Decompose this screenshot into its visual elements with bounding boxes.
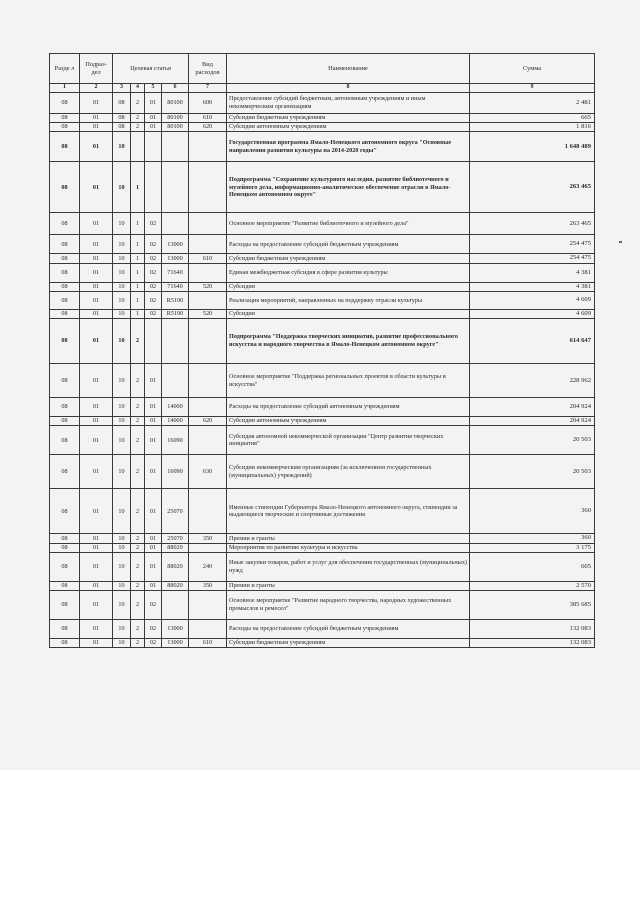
cell-vid-rashodov (189, 398, 227, 417)
table-row (50, 291, 595, 309)
cell-target-code-4: 80100 (162, 93, 189, 114)
table-row (50, 93, 595, 114)
cell-razdel: 08 (50, 543, 80, 552)
cell-target-code-2: 2 (131, 417, 145, 426)
cell-target-code-2: 2 (131, 123, 145, 132)
cell-target-code-4: 88020 (162, 552, 189, 581)
cell-podrazdel: 01 (80, 534, 113, 543)
cell-target-code-2: 2 (131, 426, 145, 455)
table-row (50, 282, 595, 291)
cell-target-code-1: 10 (113, 417, 131, 426)
cell-razdel: 08 (50, 319, 80, 364)
cell-vid-rashodov: 620 (189, 417, 227, 426)
table-row (50, 489, 595, 534)
cell-target-code-4 (162, 364, 189, 398)
cell-target-code-3: 02 (145, 591, 162, 620)
cell-target-code-3: 01 (145, 417, 162, 426)
cell-target-code-1: 10 (113, 319, 131, 364)
cell-podrazdel: 01 (80, 398, 113, 417)
cell-razdel: 08 (50, 162, 80, 213)
cell-podrazdel: 01 (80, 291, 113, 309)
cell-summa: 20 503 (470, 426, 595, 455)
cell-target-code-3: 01 (145, 581, 162, 590)
header-celevaya-statya: Целевая статья (113, 54, 189, 84)
table-row (50, 543, 595, 552)
cell-razdel: 08 (50, 417, 80, 426)
cell-target-code-2: 2 (131, 364, 145, 398)
cell-naimenovanie: Субсидии некоммерческим организациям (за исключением государственных (муниципальных) учреждений) (227, 455, 470, 489)
table-row (50, 591, 595, 620)
cell-razdel: 08 (50, 489, 80, 534)
column-number: 2 (80, 84, 113, 93)
cell-razdel: 08 (50, 282, 80, 291)
page-bottom-margin (0, 770, 640, 905)
cell-target-code-2: 2 (131, 552, 145, 581)
table-row (50, 263, 595, 282)
cell-summa: 385 685 (470, 591, 595, 620)
cell-naimenovanie: Государственная программа Ямало-Ненецкого автономного округа "Основные направления развития культуры на 2014-2020 годы" (227, 132, 470, 162)
cell-summa: 4 381 (470, 263, 595, 282)
cell-target-code-1: 10 (113, 455, 131, 489)
cell-razdel: 08 (50, 364, 80, 398)
cell-target-code-1: 10 (113, 162, 131, 213)
cell-target-code-3: 01 (145, 114, 162, 123)
cell-naimenovanie: Премии и гранты (227, 534, 470, 543)
cell-target-code-3: 02 (145, 263, 162, 282)
cell-naimenovanie: Субсидии (227, 309, 470, 318)
cell-razdel: 08 (50, 620, 80, 639)
table-row (50, 364, 595, 398)
cell-vid-rashodov (189, 543, 227, 552)
cell-razdel: 08 (50, 552, 80, 581)
cell-vid-rashodov: 350 (189, 534, 227, 543)
cell-podrazdel: 01 (80, 282, 113, 291)
cell-vid-rashodov (189, 426, 227, 455)
cell-naimenovanie: Подпрограмма "Поддержка творческих инициатив, развитие профессионального искусства и народного творчества в Ямало-Ненецком автономном округе" (227, 319, 470, 364)
cell-vid-rashodov: 240 (189, 552, 227, 581)
cell-naimenovanie: Иные закупки товаров, работ и услуг для обеспечения государственных (муниципальных) нужд (227, 552, 470, 581)
cell-target-code-4 (162, 213, 189, 235)
cell-target-code-3 (145, 319, 162, 364)
cell-razdel: 08 (50, 639, 80, 648)
cell-razdel: 08 (50, 291, 80, 309)
cell-target-code-1: 10 (113, 254, 131, 263)
cell-naimenovanie: Субсидии (227, 282, 470, 291)
cell-vid-rashodov: 520 (189, 309, 227, 318)
cell-podrazdel: 01 (80, 93, 113, 114)
cell-target-code-4: 13000 (162, 235, 189, 254)
cell-target-code-2: 2 (131, 639, 145, 648)
cell-target-code-3: 01 (145, 489, 162, 534)
cell-naimenovanie: Расходы на предоставление субсидий автономным учреждениям (227, 398, 470, 417)
table-row (50, 398, 595, 417)
cell-target-code-3: 01 (145, 534, 162, 543)
cell-summa: 614 647 (470, 319, 595, 364)
table-row (50, 534, 595, 543)
cell-target-code-4: 25070 (162, 534, 189, 543)
cell-target-code-2: 2 (131, 581, 145, 590)
cell-vid-rashodov: 620 (189, 123, 227, 132)
cell-target-code-3 (145, 162, 162, 213)
cell-naimenovanie: Подпрограмма "Сохранение культурного наследия, развитие библиотечного и музейного дела, информационно-аналитическое обеспечение отрасли в Ямало-Ненецком автономном округе" (227, 162, 470, 213)
cell-naimenovanie: Реализация мероприятий, направленных на поддержку отрасли культуры (227, 291, 470, 309)
cell-target-code-3: 02 (145, 235, 162, 254)
cell-naimenovanie: Именные стипендии Губернатора Ямало-Ненецкого автономного округа, стипендии за выдающиеся творческие и спортивные достижения (227, 489, 470, 534)
cell-podrazdel: 01 (80, 489, 113, 534)
cell-vid-rashodov: 520 (189, 282, 227, 291)
column-number: 3 (113, 84, 131, 93)
table-row (50, 639, 595, 648)
cell-summa: 263 465 (470, 213, 595, 235)
cell-target-code-1: 10 (113, 552, 131, 581)
cell-target-code-1: 10 (113, 263, 131, 282)
cell-podrazdel: 01 (80, 543, 113, 552)
cell-podrazdel: 01 (80, 591, 113, 620)
cell-target-code-1: 08 (113, 93, 131, 114)
table-row (50, 132, 595, 162)
cell-target-code-1: 10 (113, 291, 131, 309)
cell-naimenovanie: Предоставление субсидий бюджетным, автономным учреждениям и иным некоммерческим организациям (227, 93, 470, 114)
table-row (50, 455, 595, 489)
cell-target-code-1: 10 (113, 639, 131, 648)
cell-summa: 20 503 (470, 455, 595, 489)
cell-target-code-4 (162, 591, 189, 620)
cell-target-code-2: 2 (131, 543, 145, 552)
cell-podrazdel: 01 (80, 455, 113, 489)
header-podrazdel: Подраз- дел (80, 54, 113, 84)
cell-razdel: 08 (50, 426, 80, 455)
header-vid-rashodov: Вид расходов (189, 54, 227, 84)
column-number: 4 (131, 84, 145, 93)
table-row (50, 309, 595, 318)
cell-podrazdel: 01 (80, 639, 113, 648)
cell-target-code-4: 13000 (162, 254, 189, 263)
column-number: 7 (189, 84, 227, 93)
cell-summa: 263 465 (470, 162, 595, 213)
cell-podrazdel: 01 (80, 162, 113, 213)
cell-target-code-2: 1 (131, 235, 145, 254)
cell-target-code-3: 02 (145, 254, 162, 263)
column-number: 6 (162, 84, 189, 93)
cell-razdel: 08 (50, 398, 80, 417)
cell-target-code-4: 80100 (162, 114, 189, 123)
cell-razdel: 08 (50, 254, 80, 263)
cell-podrazdel: 01 (80, 620, 113, 639)
cell-target-code-1: 10 (113, 309, 131, 318)
cell-podrazdel: 01 (80, 213, 113, 235)
cell-naimenovanie: Мероприятия по развитию культуры и искусства (227, 543, 470, 552)
cell-summa: 360 (470, 489, 595, 534)
cell-summa: 132 083 (470, 639, 595, 648)
cell-target-code-3 (145, 132, 162, 162)
cell-target-code-1: 10 (113, 620, 131, 639)
cell-summa: 1 648 489 (470, 132, 595, 162)
column-number: 1 (50, 84, 80, 93)
table-row (50, 123, 595, 132)
cell-razdel: 08 (50, 123, 80, 132)
cell-target-code-3: 02 (145, 639, 162, 648)
cell-target-code-4: 80100 (162, 123, 189, 132)
cell-target-code-3: 01 (145, 543, 162, 552)
cell-summa: 3 175 (470, 543, 595, 552)
cell-target-code-4: 13000 (162, 639, 189, 648)
cell-vid-rashodov: 350 (189, 581, 227, 590)
cell-vid-rashodov (189, 213, 227, 235)
cell-target-code-1: 10 (113, 591, 131, 620)
cell-vid-rashodov (189, 489, 227, 534)
cell-vid-rashodov: 630 (189, 455, 227, 489)
cell-naimenovanie: Субсидии бюджетным учреждениям (227, 114, 470, 123)
cell-target-code-4 (162, 132, 189, 162)
cell-razdel: 08 (50, 93, 80, 114)
cell-vid-rashodov: 610 (189, 114, 227, 123)
cell-target-code-3: 01 (145, 552, 162, 581)
cell-naimenovanie: Единая межбюджетная субсидия в сфере развития культуры (227, 263, 470, 282)
cell-naimenovanie: Премии и гранты (227, 581, 470, 590)
cell-target-code-1: 08 (113, 114, 131, 123)
cell-target-code-2: 2 (131, 489, 145, 534)
cell-target-code-1: 10 (113, 489, 131, 534)
cell-target-code-3: 01 (145, 398, 162, 417)
cell-target-code-4: 14000 (162, 417, 189, 426)
cell-summa: 4 609 (470, 291, 595, 309)
column-number: 8 (227, 84, 470, 93)
cell-target-code-2: 2 (131, 319, 145, 364)
cell-target-code-2: 2 (131, 455, 145, 489)
cell-summa: 4 609 (470, 309, 595, 318)
cell-vid-rashodov: 610 (189, 254, 227, 263)
cell-target-code-1: 10 (113, 543, 131, 552)
cell-target-code-4: 16090 (162, 426, 189, 455)
cell-razdel: 08 (50, 455, 80, 489)
cell-target-code-3: 02 (145, 291, 162, 309)
cell-target-code-4: 25070 (162, 489, 189, 534)
column-number: 5 (145, 84, 162, 93)
table-row (50, 417, 595, 426)
cell-summa: 2 570 (470, 581, 595, 590)
cell-summa: 2 481 (470, 93, 595, 114)
cell-podrazdel: 01 (80, 263, 113, 282)
cell-naimenovanie: Основное мероприятие "Развитие библиотечного и музейного дела" (227, 213, 470, 235)
cell-summa: 254 475 (470, 254, 595, 263)
cell-vid-rashodov (189, 620, 227, 639)
cell-target-code-4 (162, 162, 189, 213)
cell-podrazdel: 01 (80, 426, 113, 455)
cell-target-code-2: 1 (131, 162, 145, 213)
cell-target-code-1: 08 (113, 123, 131, 132)
cell-target-code-4: R5190 (162, 309, 189, 318)
cell-target-code-4: 16090 (162, 455, 189, 489)
table-row (50, 213, 595, 235)
cell-target-code-3: 01 (145, 93, 162, 114)
cell-razdel: 08 (50, 581, 80, 590)
cell-naimenovanie: Основное мероприятие "Поддержка региональных проектов в области культуры и искусства" (227, 364, 470, 398)
cell-razdel: 08 (50, 235, 80, 254)
cell-vid-rashodov (189, 162, 227, 213)
cell-target-code-3: 02 (145, 620, 162, 639)
header-row (50, 54, 595, 84)
column-number-row (50, 84, 595, 93)
cell-summa: 228 962 (470, 364, 595, 398)
cell-summa: 605 (470, 552, 595, 581)
cell-podrazdel: 01 (80, 123, 113, 132)
cell-target-code-2: 1 (131, 291, 145, 309)
cell-podrazdel: 01 (80, 254, 113, 263)
cell-summa: 4 381 (470, 282, 595, 291)
cell-target-code-1: 10 (113, 282, 131, 291)
cell-target-code-2: 1 (131, 263, 145, 282)
cell-vid-rashodov (189, 319, 227, 364)
table-row (50, 235, 595, 254)
table-row (50, 620, 595, 639)
cell-vid-rashodov: 610 (189, 639, 227, 648)
cell-target-code-1: 10 (113, 235, 131, 254)
cell-razdel: 08 (50, 534, 80, 543)
cell-target-code-2: 2 (131, 114, 145, 123)
column-number: 9 (470, 84, 595, 93)
table-row (50, 552, 595, 581)
header-razdel: Разде л (50, 54, 80, 84)
cell-summa: 360 (470, 534, 595, 543)
cell-target-code-2: 2 (131, 620, 145, 639)
cell-target-code-1: 10 (113, 213, 131, 235)
cell-vid-rashodov (189, 132, 227, 162)
cell-target-code-2: 1 (131, 213, 145, 235)
cell-target-code-1: 10 (113, 581, 131, 590)
budget-table (49, 53, 595, 648)
cell-podrazdel: 01 (80, 364, 113, 398)
cell-razdel: 08 (50, 132, 80, 162)
cell-target-code-2: 1 (131, 282, 145, 291)
cell-target-code-4: 14000 (162, 398, 189, 417)
cell-naimenovanie: Основное мероприятие "Развитие народного творчества, народных художественных промыслов и ремесел" (227, 591, 470, 620)
cell-target-code-3: 01 (145, 123, 162, 132)
cell-target-code-1: 10 (113, 132, 131, 162)
cell-target-code-1: 10 (113, 398, 131, 417)
cell-target-code-4: 88020 (162, 543, 189, 552)
cell-target-code-2 (131, 132, 145, 162)
cell-summa: 254 475 (470, 235, 595, 254)
cell-summa: 204 924 (470, 398, 595, 417)
cell-podrazdel: 01 (80, 552, 113, 581)
cell-razdel: 08 (50, 263, 80, 282)
cell-vid-rashodov (189, 235, 227, 254)
cell-target-code-4: 71640 (162, 282, 189, 291)
cell-target-code-2: 2 (131, 534, 145, 543)
cell-podrazdel: 01 (80, 132, 113, 162)
cell-target-code-3: 02 (145, 309, 162, 318)
cell-target-code-4: 88020 (162, 581, 189, 590)
table-row (50, 254, 595, 263)
cell-target-code-1: 10 (113, 364, 131, 398)
cell-target-code-4: R5190 (162, 291, 189, 309)
cell-naimenovanie: Расходы на предоставление субсидий бюджетным учреждениям (227, 235, 470, 254)
cell-target-code-4: 71640 (162, 263, 189, 282)
table-row (50, 114, 595, 123)
cell-target-code-3: 01 (145, 426, 162, 455)
cell-naimenovanie: Субсидии бюджетным учреждениям (227, 254, 470, 263)
cell-razdel: 08 (50, 591, 80, 620)
cell-razdel: 08 (50, 213, 80, 235)
cell-podrazdel: 01 (80, 581, 113, 590)
cell-target-code-4: 13000 (162, 620, 189, 639)
header-naimenovanie: Наименование (227, 54, 470, 84)
table-row (50, 319, 595, 364)
cell-vid-rashodov (189, 364, 227, 398)
cell-podrazdel: 01 (80, 235, 113, 254)
cell-target-code-2: 2 (131, 93, 145, 114)
cell-target-code-3: 02 (145, 213, 162, 235)
cell-naimenovanie: Субсидии автономным учреждениям (227, 123, 470, 132)
cell-vid-rashodov (189, 263, 227, 282)
cell-naimenovanie: Субсидия автономной некоммерческой организации "Центр развития творческих инициатив" (227, 426, 470, 455)
cell-target-code-2: 1 (131, 254, 145, 263)
cell-target-code-1: 10 (113, 534, 131, 543)
cell-naimenovanie: Расходы на предоставление субсидий бюджетным учреждениям (227, 620, 470, 639)
cell-naimenovanie: Субсидии автономным учреждениям (227, 417, 470, 426)
cell-razdel: 08 (50, 114, 80, 123)
header-summa: Сумма (470, 54, 595, 84)
cell-vid-rashodov (189, 291, 227, 309)
scan-mark (619, 241, 622, 243)
cell-target-code-4 (162, 319, 189, 364)
table-row (50, 581, 595, 590)
cell-podrazdel: 01 (80, 114, 113, 123)
cell-target-code-3: 01 (145, 364, 162, 398)
cell-vid-rashodov: 600 (189, 93, 227, 114)
cell-summa: 204 924 (470, 417, 595, 426)
cell-vid-rashodov (189, 591, 227, 620)
cell-summa: 665 (470, 114, 595, 123)
table-row (50, 426, 595, 455)
cell-target-code-3: 02 (145, 282, 162, 291)
cell-target-code-2: 1 (131, 309, 145, 318)
cell-target-code-1: 10 (113, 426, 131, 455)
cell-target-code-2: 2 (131, 591, 145, 620)
table-row (50, 162, 595, 213)
cell-target-code-2: 2 (131, 398, 145, 417)
cell-podrazdel: 01 (80, 309, 113, 318)
cell-naimenovanie: Субсидии бюджетным учреждениям (227, 639, 470, 648)
cell-podrazdel: 01 (80, 319, 113, 364)
cell-summa: 1 816 (470, 123, 595, 132)
cell-razdel: 08 (50, 309, 80, 318)
cell-podrazdel: 01 (80, 417, 113, 426)
cell-target-code-3: 01 (145, 455, 162, 489)
cell-summa: 132 083 (470, 620, 595, 639)
